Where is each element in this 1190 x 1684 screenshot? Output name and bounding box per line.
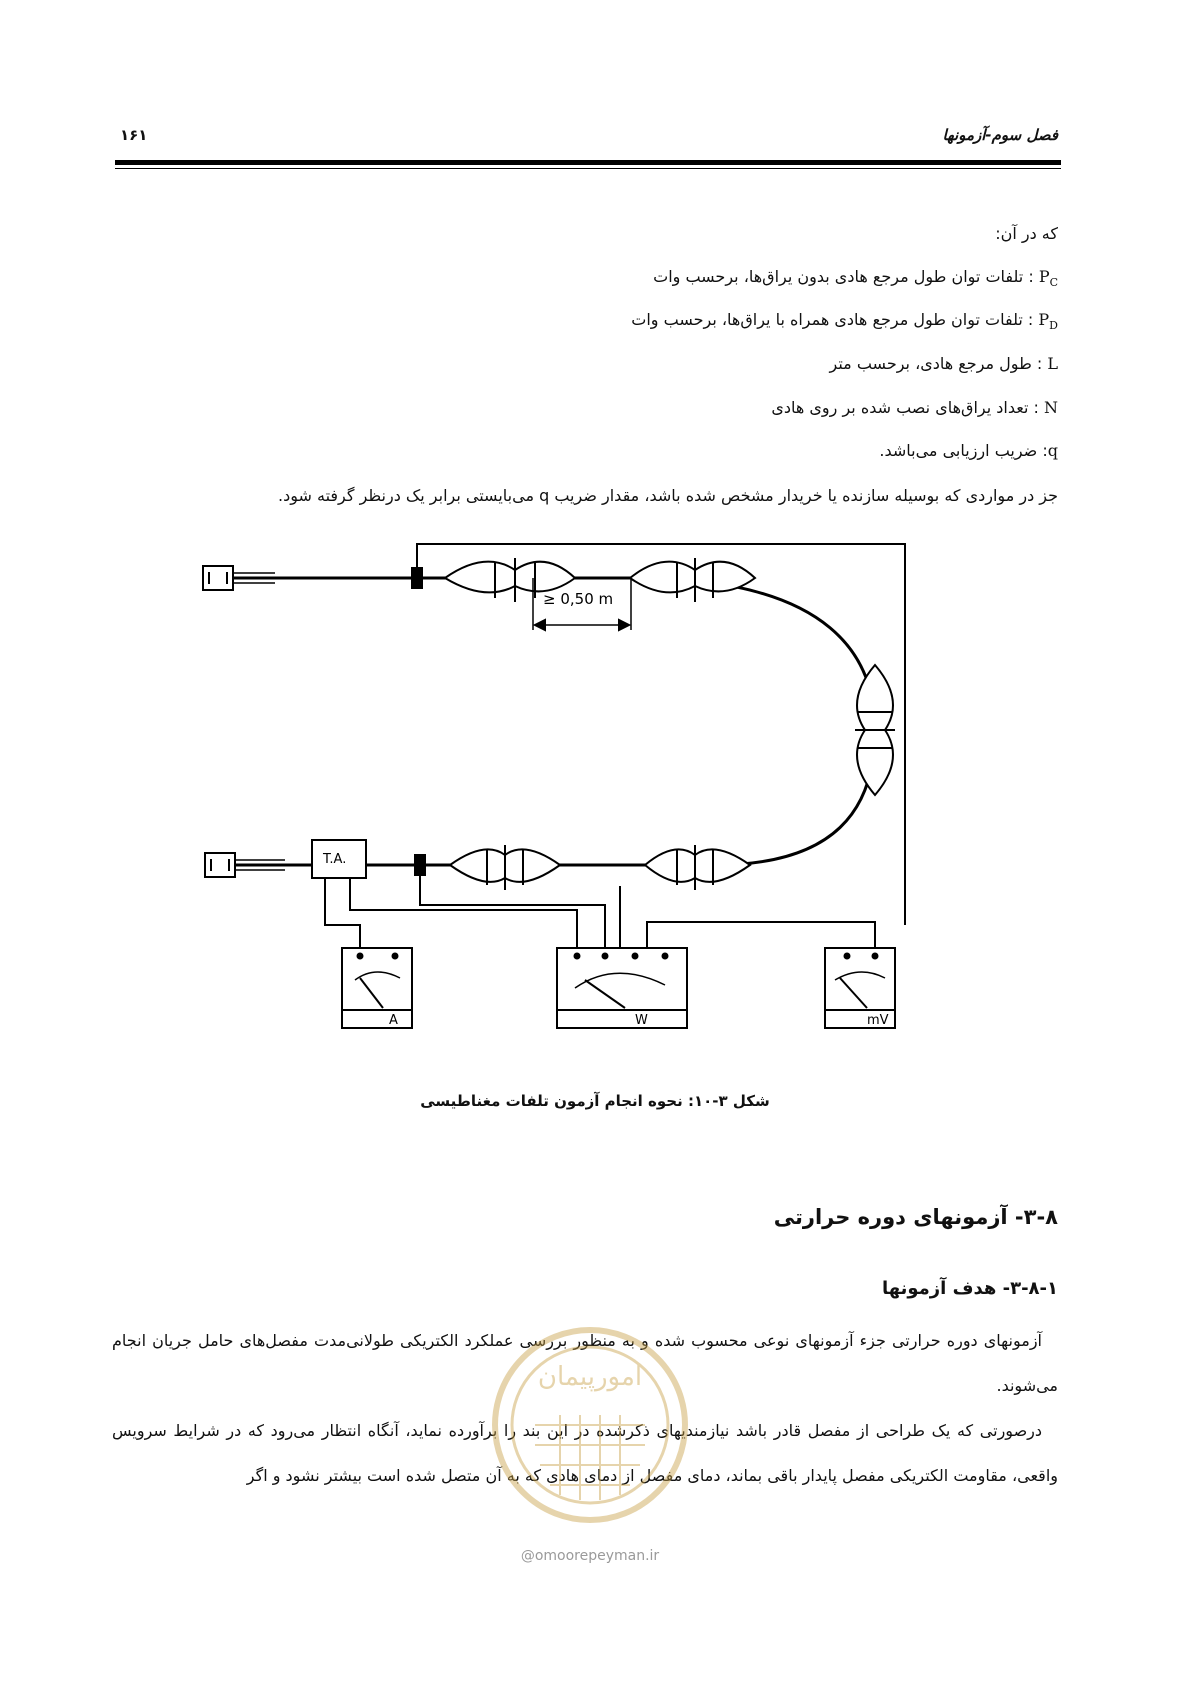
ammeter-wire-1 [325,878,360,948]
definitions-note: جز در مواردی که بوسیله سازنده یا خریدار مشخص شده باشد، مقدار ضریب q می‌بایستی برابر یک درنظر گرفته شود. [278,486,1058,505]
definition-l [830,352,1058,376]
fitting-clamp-3 [855,665,895,795]
ammeter [342,948,412,1028]
section-heading: ۳-۸- آزمونهای دوره حرارتی [773,1205,1058,1229]
magnetic-loss-test-diagram [195,540,965,1060]
top-potential-clamp [412,568,422,588]
paragraph-2: درصورتی که یک طراحی از مفصل قادر باشد نیازمندیهای ذکرشده در این بند را برآورده نماید، آنگاه انتظار می‌رود که در شرایط سرویس واقعی، مقاومت الکتریکی مفصل پایدار باقی بماند، دمای مفصل از دمای هادی که به آن متصل شده است بیشتر نشود و اگر [112,1421,1058,1485]
watermark-text: @omoorepeyman.ir [520,1548,660,1564]
wattmeter-unit: W [635,1013,648,1028]
subsection-heading: ۳-۸-۱- هدف آزمونها [881,1278,1058,1299]
definition-text: : تلفات توان طول مرجع هادی همراه با یراق‌ها، برحسب وات [631,310,1034,329]
definitions-intro: که در آن: [995,224,1058,243]
chapter-title: فصل سوم-آزمونها [942,126,1058,144]
wattmeter-wire-4 [647,922,875,948]
symbol-pd: $P_D$ [1038,310,1058,333]
definition-text: : ضریب ارزیابی می‌باشد. [879,441,1048,460]
transformer-label: T.A. [323,852,347,867]
definition-text: : تلفات توان طول مرجع هادی بدون یراق‌ها، برحسب وات [653,267,1034,286]
header-rule-thick [115,160,1061,165]
conductor-bend [635,578,875,865]
bottom-potential-clamp [415,855,425,875]
symbol-l: L [1047,354,1058,373]
wattmeter [557,948,687,1028]
header-rule-thin [115,168,1061,169]
page-number: ۱۶۱ [120,126,148,144]
definition-pd [631,308,1058,338]
watermark-logo-text: امورپیمان [537,1362,643,1392]
ammeter-wire-2 [350,878,577,948]
millivoltmeter-unit: mV [867,1013,889,1028]
symbol-pc: $P_C$ [1038,267,1058,290]
fitting-clamp-5 [645,845,750,890]
ammeter-unit: A [389,1013,398,1028]
fitting-clamp-2 [630,558,755,602]
watermark-logo [490,1305,690,1545]
figure-caption: شکل ۳-۱۰: نحوه انجام آزمون تلفات مغناطیسی [420,1092,770,1110]
dimension-label: ≥ 0,50 m [543,590,614,608]
definition-pc [653,265,1058,295]
definition-text: : تعداد یراق‌های نصب شده بر روی هادی [771,398,1039,417]
fitting-clamp-4 [450,845,560,890]
symbol-q: q [1047,441,1058,460]
bottom-terminal-block [205,853,235,877]
definition-n [771,396,1058,420]
definition-text: : طول مرجع هادی، برحسب متر [829,354,1043,373]
top-terminal-block [203,566,233,590]
symbol-n: N [1044,398,1058,417]
paragraph-1: آزمونهای دوره حرارتی جزء آزمونهای نوعی محسوب شده و به منظور بررسی عملکرد الکتریکی طولانی‌مدت مفصل‌های حامل جریان انجام می‌شوند. [112,1331,1058,1395]
definition-q [879,439,1058,463]
